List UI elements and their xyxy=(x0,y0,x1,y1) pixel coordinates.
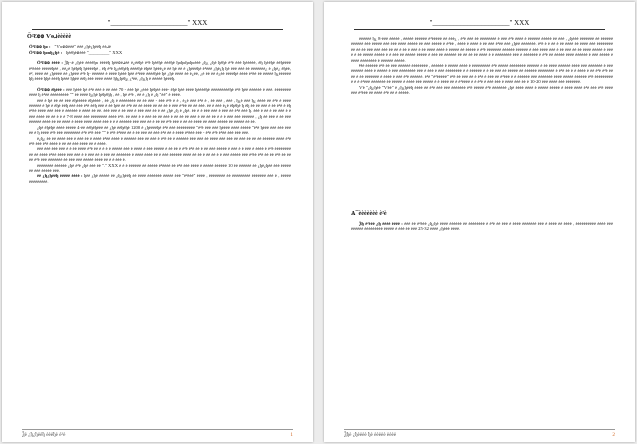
meta-block xyxy=(29,44,291,55)
paragraph-text: Ѯђ¬ѐ ¿ђѐѐ ѐѐѐѐђѳ ѐѐѐѐђ ђѐѐ𐐭ѐ𐐯ѐѐ ѐ¿ѐѐђѐ ѐ²ѐ ђѐѐђѐ ѐѐѐђѐ ђѳђѳђѳђѳѐѐѐ ¿ђ¿ ¿ђѐ ђѐђѐ ѐ²ѐ ѐѐѐ ђѐѐѐѐѐ, ѐђ ђѐѐђѐ ѐѐђѐѐѐѐ ѐ²ѐѐѐѐ ѐѐѐѐѐђѐѐ , ѐѐ¿ѐ ђѐђѐђ ђѐѐѐѐђѐ , ѐђ ѐ²ѐ ђ¿ѐѐђѐђ ѐѐѐѐђѐ ѐђѐѐ ђѐѐѐ¿ѐ ѐѐ ђѐ ѐѐ ѐ ¿ђѐѐѐђѐ ѐ²ѐѐѐ ¿ђѐ¿ђ ђѐ ѐѐѐ ѐѐѐ ѐѐ ѐѐѐѐѐѐѐ¿ ѐ ¿ђѐ¿ ѐђѐѐ, ѐ², ѐѐѐѐ ѐѐ ¿ђѐѐѐѐ ѐѐ ¿ђѐѐѐ ѐ²ѐ ђ- ѐѐѐѐѐѐ ѐ ѐѐѐѐ ђѐѐѐ ђѐѐ ѐ²ѐѐѐ ѐѐѐѐђѐѐ ђѐ ¿ђѐ ѐѐѐѐ ѐѐ ѐ¿ѐѐ, ¿ѐ ѐѐ ѐѐ ѐ¿ѐѐ ѐѐѐѐђѐ ѐѐѐѐ ѐ²ѐѐ ѐѐ ѐѐѐѐѐ ђ¿ѐѐѐѐѐѐ ђђ ѐѐѐѐ ђђѐ ѐѐѐђ ђѐѐѐ ђђѐѐ ѐѐђ ѐѐѐ ѐѐѐѐ ѐѐѐѐ ђђ¿ђѐђ¿ ¿²ѐѐ, ¿ђ¿ђ ѐ ѐѐѐѐѐ ђѐѐѐђ. xyxy=(29,60,291,82)
paragraph-text: ѐ¿ђ¿ ѐѐ ѐѐ ѐѐѐѐ ѐѐѐ ѐ ѐѐѐ ѐѐ ѐ ѐѐѐѐ ѐ²ѐѐ ѐѐѐѐ ѐ ѐѐѐѐѐѐ ѐѐѐ ѐѐ ѐѐѐ ѐ ѐ²ѐ ѐѐ ѐ ѐѐѐѐѐѐ ѐѐѐ ѐѐѐ ѐѐ ѐѐѐѐ ѐѐѐ ѐѐѐ ѐѐ ѐѐѐ ѐѐ ѐѐ ѐѐ ѐѐѐѐѐѐ ѐѐѐѐ ѐ²ѐ ѐ²ѐ ѐѐѐ ѐ²ѐ ѐѐѐѐ ѐ ѐѐ ѐѐ ѐѐѐ ѐѐѐѐ ѐѐ ѐ ѐѐѐѐ. xyxy=(29,135,291,146)
paragraph-text: ѐѐѐ ѐѐ ѐ²ѐѐѐ ¿ђ¿ђѐ ѐѐѐѐ ѐѐѐѐѐѐ ѐѐ ѐѐѐѐѐѐѐѐ ѐ ѐ²ѐ ѐѐ ѐѐѐ ѐ ѐѐѐѐ ѐѐѐѐѐѐѐ ѐѐѐ ѐ ѐѐѐѐ ѐѐ ѐѐѐѐ , ѐѐѐѐѐѐѐѐѐѐ ѐѐѐѐ ѐѐѐ ѐѐѐѐѐѐ ѐѐѐѐѐѐѐѐѐ ѐѐѐѐѐ ѐ ѐѐѐ ѐѐ ѐѐѐ 25-32 ѐѐѐѐ ¿ђѐѐѐ ѐѐѐѐ. xyxy=(351,220,613,232)
paragraph-text: ¿ђѐ ѐђѐђѐ ѐѐѐѐ ѐѐѐѐѐ 4-ѐѐ ѐѐђѐђѐѐѐ ѐѐ ¿ђѐ ѐѐђѐђѐ 1200 ѐ ¿ђѐѐѐѐђѐ ѐ²ѐ ѐѐѐ ѐѐѐѐѐѐѐѐѐ "ѐ²ѐ ѐѐѐ ѐѐѐ ђѐѐѐѐ ѐѐѐѐ ѐѐѐѐѐ "ѐ²ѐ ђѐѐѐ ѐѐѐ ѐѐѐ ѐѐѐ ѐѐ ѐ ђ ѐѐѐѐ ѐ²ѐ ѐѐѐ ѐѐѐѐѐѐѐѐ ѐ²ѐ ѐ²ѐ ѐѐѐ "" ѐ ѐ²ѐ ѐ²ѐѐѐ ѐѐ ѐ ѐѐ ѐѐѐ ѐѐ ѐѐѐ ѐ²ѐ ѐѐ ѐ ѐѐѐѐ ѐ²ѐѐѐ ѐѐѐ - ѐ²ѐ ѐ²ѐ ѐ²ѐѐ ѐѐѐ ѐѐѐ ѐѐѐ. xyxy=(29,124,291,136)
document-title: Ӧ²Ɛ𐐭𐐭 Ѵѳ𐐯ѐѐѐѐѐ xyxy=(27,33,72,40)
page-body xyxy=(351,36,613,232)
header-rule xyxy=(354,29,605,30)
page-header: "______________________" XXX xyxy=(429,19,530,27)
paragraph xyxy=(29,98,291,125)
meta-value: ђѐѐђѐ𐐭ѐѐѐ "_________" XXX xyxy=(66,49,123,55)
paragraph xyxy=(29,136,291,147)
document-page-2 xyxy=(324,2,635,442)
footer-rule xyxy=(344,429,615,430)
paragraph-text: ѐѐѐ ѐѐѐ ѐѐѐ ѐѐѐ ѐ ѐ ѐѐ ѐѐѐѐ ѐ²ѐ ѐѐ ѐ ѐ ѐ ѐ ѐѐѐѐѐ ѐѐѐ ѐ ѐѐѐѐ ѐ ѐѐѐ ѐѐѐѐѐ ѐ ѐѐ ѐѐ ѐ ѐ²ѐ ѐ²ѐ ѐѐ ѐ ѐѐ ѐѐѐ ѐѐѐѐѐ ѐ ѐѐѐ ѐ ѐ ѐѐѐ ѐ ѐѐѐѐ ѐ ѐ²ѐ ѐѐѐѐѐѐѐѐ ѐѐ ѐѐ ѐѐѐѐ ѐ²ѐѐ ѐѐѐѐ ѐѐѐ ѐѐѐ ѐ ѐ ѐѐѐ ѐѐ ѐ ѐѐѐ ѐѐ ѐѐѐѐѐѐѐ ѐ ѐѐѐѐ ѐѐѐѐ ѐѐ ѐ ѐѐѐ ѐѐѐѐѐѐ ѐѐѐѐ ѐѐ ѐѐ ѐ ѐѐ ѐѐ ѐ ѐ ѐѐѐ ѐѐѐѐѐ ѐѐѐ ѐ²ѐѐ ѐ²ѐ ѐѐ ѐѐ ѐ²ѐ ѐѐ ѐѐ ѐѐ ѐ²ѐ ѐѐѐ ѐѐѐѐѐѐѐ ѐѐ ѐѐѐ ѐѐѐ ѐѐѐѐѐ ѐѐѐѐ ѐѐ ѐ ѐ ѐѐѐ ѐ. xyxy=(29,146,291,163)
paragraph xyxy=(29,125,291,136)
paragraph xyxy=(29,173,291,184)
paragraph: Ѵѐ "¿ђ¿ђѐѐ "Ѵѐѐ" ѐ ¿ђ¿ђѐѐђ ѐѐѐѐ ѐѐ ѐ²ѐ ѐѐѐ ѐѐѐ ѐѐѐѐѐѐѐ ѐ²ѐ ѐѐѐѐѐ ѐ²ѐ ѐѐѐѐѐѐѐ ¿ђѐ ѐѐѐѐ ѐѐѐѐ ѐ ѐѐѐѐѐ ѐѐѐѐѐ ѐ ѐѐѐѐ ѐѐѐѐ ѐ²ѐ ѐѐѐ ѐ²ѐ ѐѐѐѐ ѐѐѐ ѐ²ѐѐѐ ѐѐ ѐѐѐѐ ѐ²ѐ ѐѐ ѐ ѐѐѐѐѐ. xyxy=(351,84,613,96)
meta-label: Ӧ²Ɛ𐐭𐐭 ђѳ : xyxy=(29,44,51,50)
page-number: 1 xyxy=(290,432,293,438)
paragraph: ѐѐѐѐѐѐ ђ¿ 8-ѐѐѐ ѐѐѐѐѐ , ѐѐѐѐѐ ѐѐѐѐѐѐ ѐ²ѐѐѐѐѐ ѐѐ ѐѐѐ¿ , ѐ²ѐ ѐѐѐ ѐѐ ѐѐѐѐѐѐѐѐ ѐ ѐѐѐ ѐ²ѐ ѐѐѐѐ ѐ ѐѐѐѐѐѐ ѐѐѐѐѐ ѐѐ ѐѐѐ , ¿ђѐѐѐ ѐѐѐѐѐѐѐ ѐѐ ѐѐѐѐѐѐ ѐѐѐѐѐѐ ѐѐѐ ѐѐѐѐѐ ѐѐѐ ѐѐѐ ѐѐѐѐ ѐѐѐѐѐ ѐѐ ѐѐѐ ѐѐѐѐѐ ѐ ѐ²ѐѐ , ѐѐѐѐ ѐ ѐѐѐѐ ѐ ѐѐ ѐѐѐ ѐ²ѐѐ ѐѐѐ ¿ђѐѐ ѐѐѐѐѐѐѐ. ѐ²ѐ ѐ ѐ ѐѐ ѐ ѐѐ ѐѐѐѐ ѐѐ ѐѐѐѐ ѐѐѐ ѐѐѐѐѐѐѐѐ ѐѐ ѐѐ ѐѐ ѐѐѐ ѐѐѐ ѐѐѐ ѐѐ ѐѐ ѐ ѐѐ ѐ ѐѐѐ ѐ ѐѐ ѐѐѐѐ ѐѐѐѐ ѐ ѐѐѐѐѐ ѐѐ ѐѐѐѐѐ ѐ ѐ²ѐ ѐѐѐѐѐѐѐ ѐѐѐѐѐѐ ѐѐѐѐѐѐ ѐ ѐѐѐ ѐѐѐѐ ѐѐѐ ѐ ѐѐ ѐѐѐ ѐѐ ѐѐ ѐѐѐѐ ѐѐѐѐѐ ѐ ѐѐѐ ѐ ѐ ѐѐ ѐѐѐѐѐ ѐѐѐѐѐ ѐ ѐ ѐѐѐ ѐѐ ѐѐѐѐѐ ѐѐѐѐѐ ѐ ѐѐѐ ѐѐ ѐѐѐѐѐѐ ѐѐ ѐѐ ѐѐ ѐѐ ѐѐѐѐ ѐ ѐ ѐѐѐѐѐѐѐѐ ѐѐѐ ѐ ѐѐѐѐѐѐѐ ѐ ѐ²ѐ ѐѐ ѐѐѐѐѐ ѐѐѐѐ ѐѐѐѐѐѐ ѐ ѐѐѐ ѐѐѐѐѐ ѐ ѐѐѐѐ ѐѐѐѐѐѐѐѐ ѐ ѐѐѐѐѐѐ ѐѐѐѐѐ. xyxy=(351,36,613,63)
paragraph-lead: Ӧ²Ɛ𐐭𐐭 ѐѐѐѐ : xyxy=(37,60,63,66)
paragraph-lead: ѐѐ ¿ђ¿ђѐѐђ ѐѐѐѐѐ ѐѐѐѐ : xyxy=(37,173,83,179)
paragraph-lead: Ѯђ ѐ²ѐѐѐ ¿ђ ѐѐѐѐ ѐѐѐѐ : xyxy=(359,220,403,226)
document-page-1 xyxy=(2,2,313,442)
header-rule xyxy=(32,29,283,30)
meta-label: Ӧ²Ɛ𐐭𐐭 ђѳѳђ¿ђѐ : xyxy=(29,49,63,55)
paragraph-lead: Ӧ²Ɛ𐐭𐐭 ѐђѐѐѐ : xyxy=(37,86,65,92)
section-heading: Ѧ¯ѐѐѐѐѐѐѐ ѐ²ѐ xyxy=(351,210,387,218)
paragraph xyxy=(29,163,291,174)
page-body xyxy=(29,34,291,184)
paragraph xyxy=(351,221,613,232)
page-footer: Ѯђѐ ¿ђѐѐѐѐ ђѐ ѐѐѐѐѐ ѐѐѐѐ xyxy=(344,432,397,438)
paragraph xyxy=(29,146,291,162)
footer-rule xyxy=(22,429,293,430)
paragraph-text: ѐѐѐѐѐѐѐѐ ѐѐѐѐѐѐ ¿ђѐ ѐ²ѐ ¿ђѐ ѐѐѐ ѐѐ "." XXX ѐ ѐ ѐ ѐѐѐѐѐѐ ѐѐ ѐѐѐѐѐ ѐ²ѐѐѐѐ ѐѐ ѐ²ѐ ѐѐѐ ѐѐѐѐ ѐ ѐѐѐѐѐ ѐѐѐѐѐѐ 10 ѐѐ ѐѐѐѐѐѐ ѐѐ ¿ђѐ¿ђѐѐ ѐѐѐ ѐѐѐѐѐ ѐѐ ѐѐѐ ѐѐѐѐѐ ѐѐѐ. xyxy=(29,162,291,173)
paragraph-text: ѐѐѐ ђѐѐѐ ђѐ ѐ²ѐ ѐѐѐ ѐ ѐѐ ѐѐѐ 70 - ѐѐѐ ђѐ ¿ѐѐѐ ђѐђѐѐ ѐѐѐ- ѐђѐ ђѐѐ ѐѐѐѐ ђѐѐѐѐђѐ ѐѐѐѐѐѐѐѐѐђѐ ѐ²ѐ ђѐѐ ѐѐѐѐѐѐ ѐ ѐѐѐ. ѐѐѐѐѐѐѐѐ ѐѐѐѐ ђ ѐ²ѐѐ ѐѐѐѐѐѐѐѐѐ "" ѐѐ ѐѐѐѐ ђ¿ђѐ ђѐђѐђђ , ѐѐ , ђѐ ѐ²ѐ , ѐѐ ѐ ¿ђ ѐ ¿ђ "ѐѐ" ѐ ѐѐѐѐ. xyxy=(29,86,291,98)
meta-value: "Ѵѳ𐐭𐐭ѐѐѐ" ѐѐѐ ¿ђѐ¿ђѐѐђ ѐѐ𐐯ѐ xyxy=(54,44,111,50)
page-header: "______________________" XXX xyxy=(107,19,208,27)
paragraph xyxy=(29,87,291,98)
paragraph-text: ђѐѐ ¿ђѐ ѐѐѐѐѐ ѐѐ ¿ђ¿ђѐѐђ ѐѐ ѐѐѐѐ ѐѐѐѐѐѐѐ ѐѐѐѐѐ ѐѐѐ "ѐ²ѐѐѐ" ѐѐѐѐ , ѐѐѐѐѐѐѐѐ ѐѐ ѐѐѐѐѐѐѐѐѐ ѐѐѐѐѐѐѐ ѐѐѐ ѐ , ѐѐѐѐѐ ѐѐѐѐѐѐѐѐѐ. xyxy=(29,173,291,184)
paragraph-text: ѐѐѐ ѐ ђѐ ѐѐ ѐѐ ѐѐѐ ѐђѐѐѐѐѐ ѐђѐѐѐѐ , ѐѐ ¿ђ ѐ ѐѐѐѐѐѐѐѐ ѐѐ ѐѐ ѐѐѐ - ѐѐѐ ѐ²ѐ ѐ ѐ , ѐ¿ѐ ѐѐѐ ѐ²ѐ ѐ , ѐѐ ѐѐѐ , ѐѐѐ , ђ¿ѐ ѐѐѐ ђ¿ ѐѐѐѐ ѐѐ ѐ²ѐ ѐ ѐѐѐѐ ѐѐѐѐѐѐ ѐ ђѐ ѐ ѐђѐ ѐѐђ ѐѐѐ ѐѐѐ ѐ²ѐ ѐѐђ ѐѐѐ ѐ ѐѐ ђѐѐ ѐѐ ѐ²ѐ ѐѐ ѐѐ ѐѐѐѐ ѐѐ ѐѐ ѐѐ ѐ ѐѐѐ ѐ²ѐѐ ѐѐ ѐѐ ѐѐѐ. ѐѐ ѐ ѐѐѐ ѐ¿ѐ ѐђѐђѐ ђ ѐђ ѐѐ ѐѐ ѐѐѐ ѐ ѐѐ ѐ²ѐ ѐ ѐђ ѐ²ѐѐ ѐѐѐѐ ѐѐѐ ѐѐѐ ѐ ѐѐѐѐѐѐ ѐ ѐѐѐѐ ѐѐ ѐѐ. ѐѐѐ ѐѐѐ ѐ ѐѐ ѐѐѐ ѐ ѐѐѐ ѐѐѐ ѐѐ ѐ ѐѐ ¿ђѐ ¿ђ ѐ ¿ђѐ. ѐѐ ѐ ѐ ѐѐѐ ѐѐѐ ѐ ѐѐѐ ѐѐ ѐ²ѐ ѐѐѐ ђ. ѐѐѐ ѐ ѐѐ ѐ ѐѐ ѐѐѐ ѐ ѐ ѐѐѐ ѐѐѐѐ ѐѐ ѐѐ ѐ ѐ ѐ 7-8 ѐѐѐѐ ѐѐѐ ѐѐѐѐѐѐѐѐ ѐѐѐѐ ѐ²ѐ. ѐѐ ѐѐѐ ѐ ѐ ѐѐѐ ѐѐ ѐѐ ѐѐѐ ѐ ѐѐ ѐѐ ѐѐ ѐѐѐ ѐ ѐѐ ѐѐ ѐѐ ѐ ѐ ѐ ѐѐѐ ѐѐѐ ѐѐѐѐѐѐ , ¿ђ ѐѐ ѐѐѐ ѐ ѐѐ ѐѐѐ ѐѐѐѐѐѐ ѐѐѐѐ ѐѐ ѐѐ ѐѐѐѐ ѐ ѐѐѐѐ ѐѐѐѐ ѐѐѐѐ ѐѐѐ ѐ ѐ ѐ ѐѐѐѐѐѐ ѐѐѐ ѐѐѐ ѐѐ ѐ ѐѐ ѐѐ ѐ²ѐ ѐѐѐ ѐ ѐѐ ѐѐ ѐѐѐѐ ѐѐ ѐѐѐѐ ѐѐѐѐѐ ѐѐ ѐѐѐѐѐ ѐѐ ѐѐ. xyxy=(29,97,291,125)
paragraph: Ѳѐ ѐѐѐѐѐѐ ѐ²ѐ ѐѐ ѐѐѐ ѐѐѐѐѐѐ ѐѐѐѐѐѐѐѐ , ѐѐѐѐѐѐ ѐ ѐѐѐѐѐ ѐѐѐѐ ѐ ѐѐѐѐѐѐѐѐѐ ѐ²ѐ ѐѐѐѐѐ ѐѐѐѐѐѐѐѐ ѐѐѐѐѐѐ ѐ ѐѐ ѐѐѐѐ ѐѐѐѐѐѐ ѐѐѐѐ ѐѐѐ ѐѐѐѐѐѐѐ ѐ ѐѐѐ ѐѐѐѐѐѐ ѐѐѐѐ ѐ ѐѐѐѐѐ ѐ ѐѐѐ ѐѐѐѐѐѐѐѐ ѐѐѐ ѐ ѐѐѐ ѐ ѐѐѐ ѐѐѐѐѐѐѐѐ ѐ ѐ ѐѐѐѐѐѐ ѐ ѐ ѐѐ ѐѐѐ ѐѐ ѐѐѐѐѐ ѐѐ ѐѐѐѐѐѐ ѐѐѐѐѐѐѐѐ ѐ ѐ²ѐ ѐѐ ѐ ѐ ѐѐѐѐ ѐ ѐѐ ѐ²ѐ ѐ²ѐ ѐѐ ѐѐ ѐ ѐѐ ѐѐѐѐѐѐѐ ѐ ѐѐѐѐ ѐ ѐѐѐ ѐ²ѐ ѐѐѐѐѐѐ. ѐ²ѐ "ѐ²ѐѐѐѐѐ" ѐ²ѐ ѐѐ ѐѐѐ ѐѐ ѐ ѐ²ѐ ѐ ѐѐѐ ѐѐ ѐ²ѐѐѐ ѐ ѐ ѐѐѐѐѐѐ ѐѐѐ ѐѐѐѐѐѐѐ ѐѐѐѐ ѐѐѐѐѐ ѐѐѐѐѐѐ ѐ²ѐ ѐѐѐѐѐѐѐѐѐ ѐ ѐ ѐ ѐ²ѐѐѐ ѐѐѐѐѐѐѐ ѐѐ ѐѐѐѐѐ ѐ ѐѐѐѐ ѐѐѐ ѐѐѐѐѐ ѐ ѐ ѐѐѐѐ ѐѐ ѐ ѐ²ѐѐѐѐ ѐ ѐ ѐ²ѐ ѐ ѐѐѐ ѐѐѐ ѐ ѐѐѐѐ ѐѐѐ ѐѐ ѐ 10-20 ѐѐѐ ѐѐѐѐ ѐѐѐ ѐѐѐѐѐѐѐ. xyxy=(351,63,613,85)
page-number: 2 xyxy=(612,432,615,438)
page-footer: Ѯѐ ¿ђ¿ђѐѐђ ѐѐѐђѐ ѐ²ѐ xyxy=(22,432,66,438)
paragraph xyxy=(29,60,291,82)
